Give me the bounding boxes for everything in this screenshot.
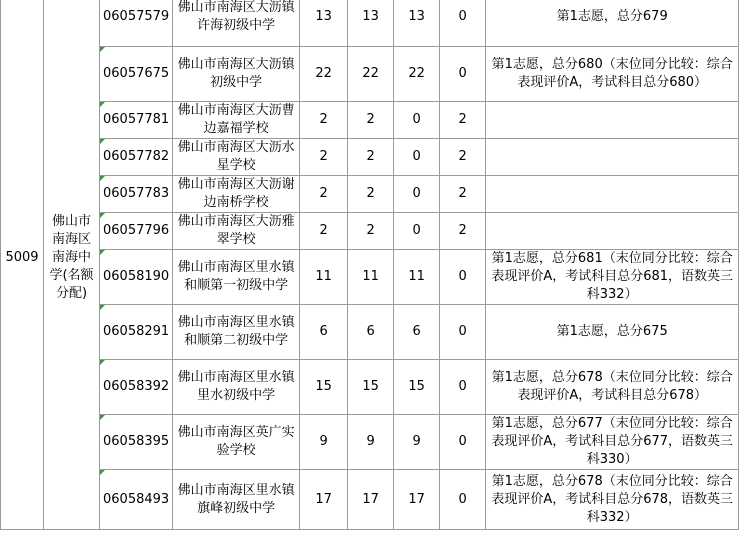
note-cell[interactable] — [486, 102, 739, 139]
plan-cell[interactable]: 2 — [300, 176, 348, 213]
school-name-cell[interactable]: 佛山市南海区英广实验学校 — [173, 415, 300, 470]
remain-cell[interactable]: 2 — [440, 102, 486, 139]
school-name-cell[interactable]: 佛山市南海区里水镇和顺第一初级中学 — [173, 250, 300, 305]
table-row — [1, 305, 739, 360]
table-row — [1, 176, 739, 213]
school-name-cell[interactable]: 佛山市南海区大沥镇许海初级中学 — [173, 0, 300, 47]
remain-cell[interactable]: 0 — [440, 470, 486, 530]
plan-cell[interactable]: 2 — [300, 139, 348, 176]
note-cell[interactable]: 第1志愿，总分681（末位同分比较：综合表现评价A，考试科目总分681，语数英三科332） — [486, 250, 739, 305]
school-name-cell[interactable]: 佛山市南海区大沥镇初级中学 — [173, 47, 300, 102]
table-row — [1, 360, 739, 415]
table-row — [1, 102, 739, 139]
table-row — [1, 415, 739, 470]
group-code-cell[interactable] — [1, 0, 44, 530]
school-code-cell[interactable]: 06057579 — [100, 0, 173, 47]
school-code-cell[interactable]: 06058392 — [100, 360, 173, 415]
plan-cell[interactable]: 6 — [300, 305, 348, 360]
enrolled-cell[interactable]: 0 — [394, 213, 440, 250]
remain-cell[interactable]: 0 — [440, 415, 486, 470]
school-code-cell[interactable]: 06057783 — [100, 176, 173, 213]
school-code-cell[interactable]: 06058395 — [100, 415, 173, 470]
plan-cell[interactable]: 11 — [300, 250, 348, 305]
plan-cell[interactable]: 13 — [300, 0, 348, 47]
admitted-cell[interactable]: 11 — [348, 250, 394, 305]
enrolled-cell[interactable]: 13 — [394, 0, 440, 47]
admitted-cell[interactable]: 15 — [348, 360, 394, 415]
enrolled-cell[interactable]: 6 — [394, 305, 440, 360]
school-name-cell[interactable]: 佛山市南海区里水镇和顺第二初级中学 — [173, 305, 300, 360]
table-body — [1, 0, 739, 530]
remain-cell[interactable]: 0 — [440, 360, 486, 415]
plan-cell[interactable]: 2 — [300, 213, 348, 250]
table-row — [1, 470, 739, 530]
enrolled-cell[interactable]: 0 — [394, 176, 440, 213]
remain-cell[interactable]: 2 — [440, 139, 486, 176]
admitted-cell[interactable]: 9 — [348, 415, 394, 470]
enrolled-cell[interactable]: 11 — [394, 250, 440, 305]
enrolled-cell[interactable]: 9 — [394, 415, 440, 470]
remain-cell[interactable]: 0 — [440, 47, 486, 102]
admitted-cell[interactable]: 6 — [348, 305, 394, 360]
note-cell[interactable]: 第1志愿，总分678（末位同分比较：综合表现评价A，考试科目总分678，语数英三科332） — [486, 470, 739, 530]
remain-cell[interactable]: 2 — [440, 213, 486, 250]
enrolled-cell[interactable]: 0 — [394, 102, 440, 139]
note-cell[interactable]: 第1志愿，总分675 — [486, 305, 739, 360]
group-name-cell[interactable] — [44, 0, 100, 530]
plan-cell[interactable]: 9 — [300, 415, 348, 470]
note-cell[interactable]: 第1志愿，总分679 — [486, 0, 739, 47]
admitted-cell[interactable]: 17 — [348, 470, 394, 530]
enrolled-cell[interactable]: 0 — [394, 139, 440, 176]
admitted-cell[interactable]: 2 — [348, 176, 394, 213]
admitted-cell[interactable]: 2 — [348, 213, 394, 250]
school-code-cell[interactable]: 06057781 — [100, 102, 173, 139]
enrolled-cell[interactable]: 22 — [394, 47, 440, 102]
school-code-cell[interactable]: 06057675 — [100, 47, 173, 102]
group-name: 佛山市南海区南海中学(名额分配) — [49, 214, 94, 301]
note-cell[interactable]: 第1志愿，总分677（末位同分比较：综合表现评价A，考试科目总分677，语数英三科330） — [486, 415, 739, 470]
remain-cell[interactable]: 0 — [440, 250, 486, 305]
school-name-cell[interactable]: 佛山市南海区大沥水星学校 — [173, 139, 300, 176]
remain-cell[interactable]: 0 — [440, 305, 486, 360]
school-code-cell[interactable]: 06058291 — [100, 305, 173, 360]
plan-cell[interactable]: 22 — [300, 47, 348, 102]
admitted-cell[interactable]: 2 — [348, 102, 394, 139]
school-code-cell[interactable]: 06057796 — [100, 213, 173, 250]
table-row — [1, 0, 739, 47]
school-name-cell[interactable]: 佛山市南海区大沥谢边南桥学校 — [173, 176, 300, 213]
admitted-cell[interactable]: 22 — [348, 47, 394, 102]
note-cell[interactable]: 第1志愿，总分680（末位同分比较：综合表现评价A，考试科目总分680） — [486, 47, 739, 102]
school-code-cell[interactable]: 06058493 — [100, 470, 173, 530]
enrolled-cell[interactable]: 15 — [394, 360, 440, 415]
school-name-cell[interactable]: 佛山市南海区里水镇旗峰初级中学 — [173, 470, 300, 530]
school-name-cell[interactable]: 佛山市南海区大沥雅翠学校 — [173, 213, 300, 250]
table-row — [1, 139, 739, 176]
plan-cell[interactable]: 17 — [300, 470, 348, 530]
note-cell[interactable] — [486, 213, 739, 250]
school-code-cell[interactable]: 06058190 — [100, 250, 173, 305]
admitted-cell[interactable]: 13 — [348, 0, 394, 47]
group-code: 5009 — [5, 250, 39, 265]
table-row — [1, 47, 739, 102]
note-cell[interactable]: 第1志愿，总分678（末位同分比较：综合表现评价A，考试科目总分678） — [486, 360, 739, 415]
enrolled-cell[interactable]: 17 — [394, 470, 440, 530]
remain-cell[interactable]: 0 — [440, 0, 486, 47]
admitted-cell[interactable]: 2 — [348, 139, 394, 176]
note-cell[interactable] — [486, 176, 739, 213]
school-code-cell[interactable]: 06057782 — [100, 139, 173, 176]
plan-cell[interactable]: 2 — [300, 102, 348, 139]
table-row — [1, 213, 739, 250]
note-cell[interactable] — [486, 139, 739, 176]
remain-cell[interactable]: 2 — [440, 176, 486, 213]
table-row — [1, 250, 739, 305]
school-name-cell[interactable]: 佛山市南海区里水镇里水初级中学 — [173, 360, 300, 415]
plan-cell[interactable]: 15 — [300, 360, 348, 415]
school-name-cell[interactable]: 佛山市南海区大沥曹边嘉福学校 — [173, 102, 300, 139]
